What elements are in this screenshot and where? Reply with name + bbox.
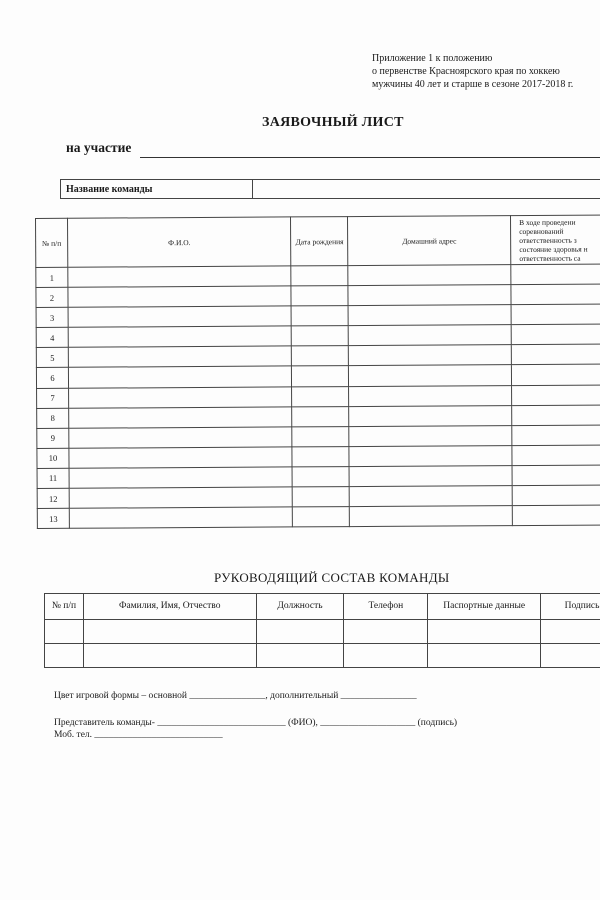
roster-cell[interactable] xyxy=(349,365,512,386)
staff-cell[interactable] xyxy=(45,644,84,668)
row-number: 2 xyxy=(36,287,68,307)
staff-col-fio: Фамилия, Имя, Отчество xyxy=(83,594,256,620)
roster-cell[interactable] xyxy=(69,467,293,488)
roster-cell[interactable] xyxy=(350,486,513,507)
roster-cell[interactable] xyxy=(292,467,349,487)
roster-cell[interactable] xyxy=(512,445,600,466)
roster-cell[interactable] xyxy=(349,466,512,487)
roster-cell[interactable] xyxy=(512,364,600,385)
appendix-note xyxy=(372,52,573,91)
roster-cell[interactable] xyxy=(69,487,293,508)
col-consent xyxy=(511,215,600,265)
row-number: 9 xyxy=(37,428,69,448)
row-number: 8 xyxy=(37,408,69,428)
roster-cell[interactable] xyxy=(291,286,348,306)
staff-table xyxy=(44,593,600,668)
row-number: 6 xyxy=(36,368,68,388)
consent-line: В ходе проведени xyxy=(519,217,576,227)
roster-cell[interactable] xyxy=(511,284,600,305)
roster-cell[interactable] xyxy=(68,346,292,367)
roster-cell[interactable] xyxy=(69,407,293,428)
roster-header-row xyxy=(36,215,600,268)
roster-cell[interactable] xyxy=(68,286,292,307)
staff-col-position: Должность xyxy=(256,594,344,620)
staff-section-title: РУКОВОДЯЩИЙ СОСТАВ КОМАНДЫ xyxy=(214,570,450,585)
staff-col-signature: Подпись xyxy=(541,594,600,620)
mobile-phone-line: Моб. тел. ___________________________ xyxy=(54,730,223,740)
roster-cell[interactable] xyxy=(292,386,349,406)
staff-cell[interactable] xyxy=(344,620,428,644)
row-number: 7 xyxy=(37,388,69,408)
roster-cell[interactable] xyxy=(349,405,512,426)
col-birth: Дата рождения xyxy=(291,217,348,266)
roster-cell[interactable] xyxy=(512,465,600,486)
staff-col-passport: Паспортные данные xyxy=(428,594,541,620)
consent-line: состояние здоровья н xyxy=(519,244,588,254)
table-row xyxy=(37,505,600,529)
roster-cell[interactable] xyxy=(69,427,293,448)
roster-cell[interactable] xyxy=(68,366,292,387)
row-number: 3 xyxy=(36,307,68,327)
staff-cell[interactable] xyxy=(541,620,600,644)
staff-col-num: № п/п xyxy=(45,594,84,620)
roster-cell[interactable] xyxy=(291,266,348,286)
roster-cell[interactable] xyxy=(349,325,512,346)
staff-header-row xyxy=(45,594,600,620)
consent-line: ответственность з xyxy=(519,235,577,245)
staff-cell[interactable] xyxy=(428,644,541,668)
consent-line: соревнований xyxy=(519,226,564,236)
consent-line: ответственность са xyxy=(519,253,581,263)
roster-cell[interactable] xyxy=(512,425,600,446)
roster-cell[interactable] xyxy=(512,485,600,506)
roster-cell[interactable] xyxy=(69,507,293,528)
staff-cell[interactable] xyxy=(256,620,344,644)
team-name-field[interactable] xyxy=(253,180,600,199)
row-number: 13 xyxy=(37,508,69,528)
roster-cell[interactable] xyxy=(292,366,349,386)
roster-cell[interactable] xyxy=(349,345,512,366)
row-number: 12 xyxy=(37,488,69,508)
staff-cell[interactable] xyxy=(83,620,256,644)
staff-row xyxy=(45,644,600,668)
col-address: Домашний адрес xyxy=(348,216,511,266)
roster-cell[interactable] xyxy=(292,306,349,326)
roster-cell[interactable] xyxy=(512,384,600,405)
col-num: № п/п xyxy=(36,218,68,267)
roster-cell[interactable] xyxy=(293,507,350,527)
roster-cell[interactable] xyxy=(292,406,349,426)
representative-line: Представитель команды- ___________________________ (ФИО), ____________________ (подпись) xyxy=(54,718,458,728)
document-title: ЗАЯВОЧНЫЙ ЛИСТ xyxy=(262,115,404,130)
roster-cell[interactable] xyxy=(349,445,512,466)
roster-cell[interactable] xyxy=(292,446,349,466)
roster-cell[interactable] xyxy=(292,346,349,366)
roster-cell[interactable] xyxy=(68,386,292,407)
team-name-label: Название команды xyxy=(61,180,253,199)
uniform-color-line: Цвет игровой формы – основной ________________, дополнительный ________________ xyxy=(54,691,417,701)
roster-cell[interactable] xyxy=(512,505,600,526)
staff-cell[interactable] xyxy=(428,620,541,644)
roster-cell[interactable] xyxy=(292,426,349,446)
row-number: 1 xyxy=(36,267,68,287)
roster-cell[interactable] xyxy=(511,304,600,325)
roster-cell[interactable] xyxy=(293,487,350,507)
appendix-line-2: о первенстве Красноярского края по хоккею xyxy=(372,66,560,77)
staff-cell[interactable] xyxy=(256,644,344,668)
roster-cell[interactable] xyxy=(348,285,511,306)
row-number: 5 xyxy=(36,348,68,368)
staff-cell[interactable] xyxy=(83,644,256,668)
roster-cell[interactable] xyxy=(511,264,600,285)
participate-line[interactable] xyxy=(140,157,600,158)
roster-cell[interactable] xyxy=(511,344,600,365)
roster-cell[interactable] xyxy=(292,326,349,346)
roster-cell[interactable] xyxy=(68,266,292,287)
roster-table xyxy=(35,214,600,529)
appendix-line-3: мужчины 40 лет и старше в сезоне 2017-2018 г. xyxy=(372,79,574,90)
row-number: 11 xyxy=(37,468,69,488)
roster-cell[interactable] xyxy=(512,404,600,425)
roster-body xyxy=(36,264,600,529)
staff-cell[interactable] xyxy=(344,644,428,668)
roster-cell[interactable] xyxy=(511,324,600,345)
appendix-line-1: Приложение 1 к положению xyxy=(372,53,493,64)
roster-cell[interactable] xyxy=(68,326,292,347)
roster-cell[interactable] xyxy=(349,425,512,446)
team-name-table xyxy=(60,179,600,199)
roster-cell[interactable] xyxy=(348,305,511,326)
col-fio: Ф.И.О. xyxy=(67,217,291,267)
roster-cell[interactable] xyxy=(348,265,511,286)
participate-label: на участие xyxy=(66,140,132,155)
roster-cell[interactable] xyxy=(350,506,513,527)
staff-row xyxy=(45,620,600,644)
staff-cell[interactable] xyxy=(45,620,84,644)
row-number: 4 xyxy=(36,328,68,348)
roster-cell[interactable] xyxy=(68,306,292,327)
row-number: 10 xyxy=(37,448,69,468)
staff-cell[interactable] xyxy=(541,644,600,668)
roster-cell[interactable] xyxy=(69,447,293,468)
staff-col-phone: Телефон xyxy=(344,594,428,620)
roster-cell[interactable] xyxy=(349,385,512,406)
